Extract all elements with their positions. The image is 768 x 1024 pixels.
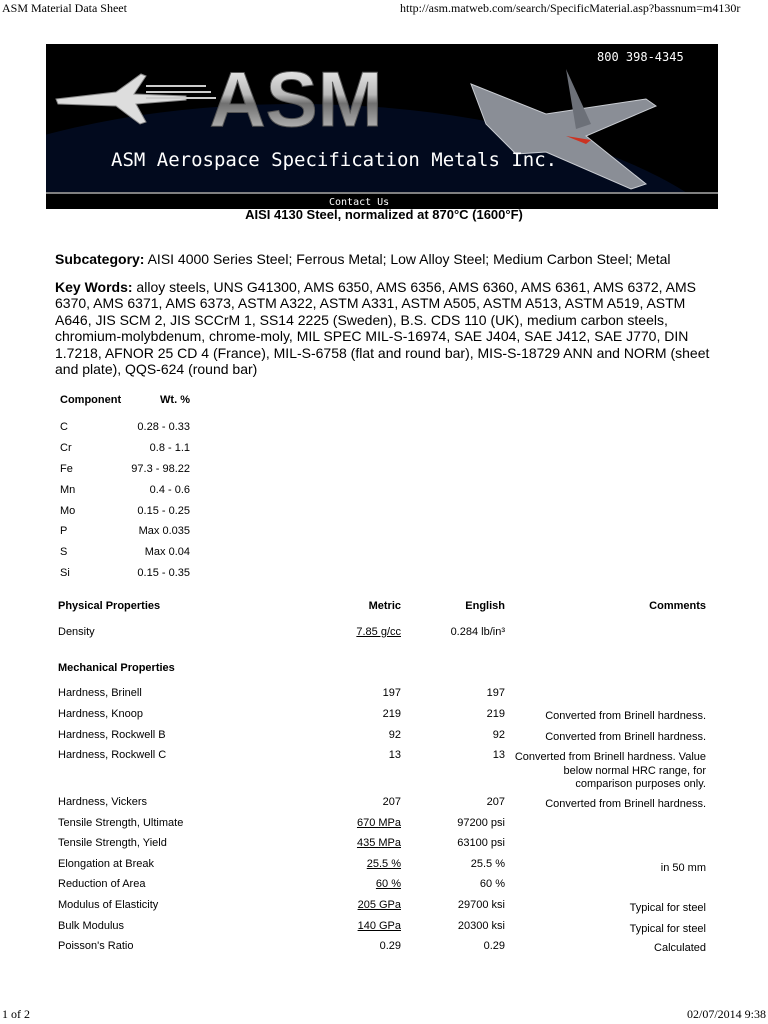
keywords-label: Key Words:	[55, 279, 133, 295]
page-title: AISI 4130 Steel, normalized at 870°C (1600°F)	[245, 207, 523, 222]
property-row	[58, 729, 708, 749]
property-metric: 13	[388, 749, 401, 761]
composition-row	[60, 442, 200, 463]
company-name: ASM Aerospace Specification Metals Inc.	[111, 149, 558, 171]
property-name: Hardness, Rockwell B	[58, 729, 166, 741]
component-weight: Max 0.04	[144, 546, 190, 559]
subcategory-value: AISI 4000 Series Steel; Ferrous Metal; Low Alloy Steel; Medium Carbon Steel; Metal	[144, 251, 671, 267]
property-row	[58, 837, 708, 858]
mechanical-properties-heading	[58, 662, 708, 687]
property-name: Modulus of Elasticity	[58, 899, 159, 911]
property-comment: Typical for steel	[629, 923, 706, 935]
property-metric: 0.29	[379, 940, 401, 952]
properties-header	[58, 600, 708, 626]
property-english: 0.29	[483, 940, 505, 952]
property-comment: Calculated	[654, 942, 706, 954]
properties-table	[58, 600, 708, 960]
english-header: English	[465, 600, 505, 612]
subcategory-label: Subcategory:	[55, 251, 145, 267]
component-weight: 0.8 - 1.1	[149, 441, 190, 454]
component-name: P	[60, 525, 68, 538]
composition-table	[60, 394, 200, 588]
print-header-url: http://asm.matweb.com/search/SpecificMaterial.asp?bassnum=m4130r	[400, 1, 741, 15]
property-name: Poisson's Ratio	[58, 940, 134, 952]
property-english: 13	[492, 749, 505, 761]
property-english: 20300 ksi	[457, 920, 505, 932]
print-timestamp: 02/07/2014 9:38	[686, 1007, 766, 1021]
print-header-title: ASM Material Data Sheet	[2, 1, 127, 15]
composition-row	[60, 567, 200, 588]
property-english: 25.5 %	[470, 858, 505, 870]
property-row-density	[58, 626, 708, 662]
banner-graphic	[46, 44, 718, 209]
property-name: Hardness, Rockwell C	[58, 749, 167, 761]
composition-header	[60, 394, 200, 412]
property-metric-link[interactable]: 25.5 %	[366, 858, 401, 870]
property-english: 219	[486, 708, 505, 720]
component-name: Fe	[60, 462, 73, 475]
keywords-value: alloy steels, UNS G41300, AMS 6350, AMS 6356, AMS 6360, AMS 6361, AMS 6372, AMS 6370, AMS 6371, AMS 6373, ASTM A322, ASTM A331, ASTM A505, ASTM A513, ASTM A519, ASTM A646, JIS SCM 2, JIS SCCrM 1, SS14 2225 (Sweden), B.S. CDS 110 (UK), medium carbon steels, chromium-molybdenum, chrome-moly, MIL SPEC MIL-S-16974, SAE J404, SAE J412, SAE J770, DIN 1.7218, AFNOR 25 CD 4 (France), MIL-S-6758 (flat and round bar), MIS-S-18729 ANN and NORM (sheet and plate), QQS-624 (round bar)	[55, 279, 710, 378]
component-name: Cr	[60, 441, 72, 454]
asm-banner	[46, 44, 718, 209]
property-english: 207	[486, 796, 505, 808]
composition-row	[60, 546, 200, 567]
metric-header: Metric	[368, 600, 401, 612]
page-number: 1 of 2	[2, 1007, 30, 1021]
property-row	[58, 940, 708, 960]
component-weight: 0.28 - 0.33	[137, 421, 190, 433]
component-weight: Max 0.035	[138, 525, 190, 538]
component-weight: 0.15 - 0.25	[137, 504, 190, 517]
property-comment: Typical for steel	[629, 902, 706, 914]
property-name: Tensile Strength, Yield	[58, 837, 167, 849]
property-comment: Converted from Brinell hardness. Value below normal HRC range, for comparison purposes only.	[514, 751, 706, 790]
print-header	[0, 0, 768, 18]
property-row	[58, 817, 708, 837]
component-name: C	[60, 421, 68, 433]
phone-number: 800 398-4345	[597, 50, 684, 64]
component-weight: 0.4 - 0.6	[149, 483, 190, 496]
composition-row	[60, 505, 200, 526]
property-name: Bulk Modulus	[58, 920, 125, 932]
property-row	[58, 920, 708, 940]
property-english: 97200 psi	[457, 817, 505, 829]
property-english: 0.284 lb/in³	[450, 626, 505, 638]
property-english: 92	[492, 729, 505, 741]
comments-header: Comments	[649, 600, 706, 612]
property-comment: Converted from Brinell hardness.	[545, 731, 706, 743]
property-comment: in 50 mm	[660, 862, 706, 874]
property-metric-link[interactable]: 7.85 g/cc	[356, 626, 401, 638]
property-metric-link[interactable]: 60 %	[375, 878, 401, 890]
property-metric: 92	[388, 729, 401, 741]
property-metric: 207	[382, 796, 401, 808]
component-header: Component	[60, 394, 122, 406]
property-name: Elongation at Break	[58, 858, 155, 870]
property-comment: Converted from Brinell hardness.	[545, 798, 706, 810]
property-metric-link[interactable]: 670 MPa	[356, 817, 401, 829]
component-name: Mn	[60, 483, 76, 496]
component-name: Si	[60, 567, 70, 580]
property-metric-link[interactable]: 140 GPa	[357, 920, 401, 932]
subcategory	[55, 251, 715, 268]
mechanical-heading-label: Mechanical Properties	[58, 662, 175, 674]
component-name: S	[60, 546, 68, 559]
property-row	[58, 858, 708, 878]
property-name: Density	[58, 626, 95, 638]
composition-row	[60, 484, 200, 505]
property-english: 29700 ksi	[457, 899, 505, 911]
keywords	[55, 279, 715, 377]
property-english: 60 %	[479, 878, 505, 890]
property-metric-link[interactable]: 435 MPa	[356, 837, 401, 849]
property-row	[58, 708, 708, 729]
contact-us-link[interactable]: Contact Us	[329, 197, 390, 208]
component-weight: 97.3 - 98.22	[131, 462, 190, 475]
property-row	[58, 687, 708, 708]
property-row	[58, 796, 708, 817]
property-english: 197	[486, 687, 505, 699]
composition-row	[60, 463, 200, 484]
property-english: 63100 psi	[457, 837, 505, 849]
property-metric: 219	[382, 708, 401, 720]
property-name: Tensile Strength, Ultimate	[58, 817, 184, 829]
property-name: Hardness, Knoop	[58, 708, 143, 720]
property-row	[58, 749, 708, 796]
property-metric: 197	[382, 687, 401, 699]
component-weight: 0.15 - 0.35	[137, 567, 190, 580]
asm-logo: ASM	[209, 55, 383, 143]
property-row	[58, 899, 708, 920]
weight-header: Wt. %	[160, 394, 190, 406]
print-footer	[0, 1004, 768, 1024]
property-comment: Converted from Brinell hardness.	[545, 710, 706, 722]
property-name: Reduction of Area	[58, 878, 146, 890]
property-metric-link[interactable]: 205 GPa	[357, 899, 401, 911]
physical-properties-header: Physical Properties	[58, 600, 161, 612]
component-name: Mo	[60, 504, 76, 517]
composition-row	[60, 421, 200, 442]
property-name: Hardness, Vickers	[58, 796, 148, 808]
property-name: Hardness, Brinell	[58, 687, 142, 699]
property-row	[58, 878, 708, 899]
composition-row	[60, 525, 200, 546]
